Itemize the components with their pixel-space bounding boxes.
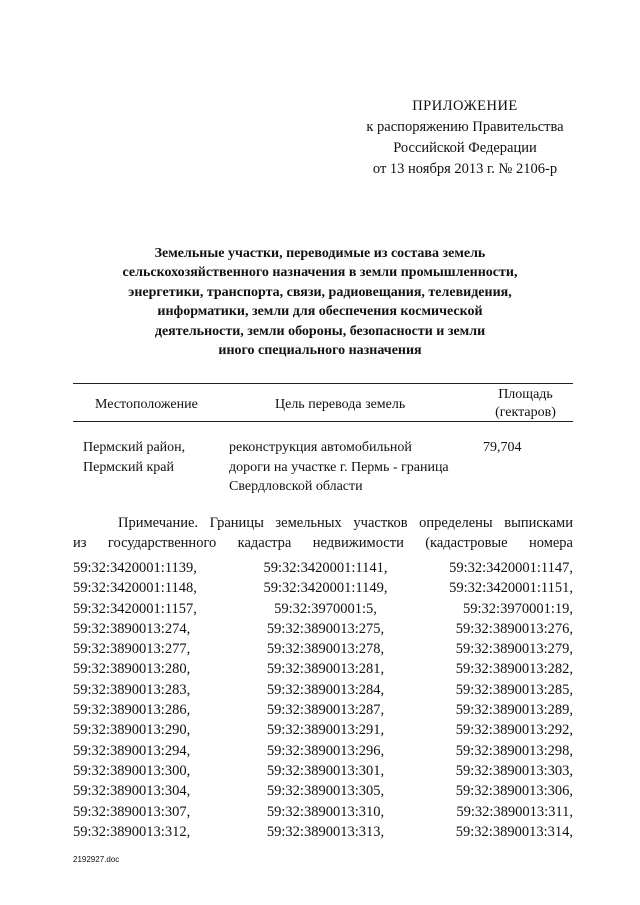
code-row — [73, 558, 573, 578]
cadastral-number: 59:32:3420001:1141, — [263, 560, 388, 576]
cadastral-number: 59:32:3890013:287, — [266, 702, 385, 719]
appendix-heading: ПРИЛОЖЕНИЕ — [412, 98, 518, 114]
cell-area: 79,704 — [483, 440, 522, 455]
code-row — [73, 578, 573, 598]
code-row — [73, 720, 573, 740]
cadastral-number: 59:32:3890013:305, — [266, 783, 385, 800]
cadastral-number: 59:32:3890013:274, — [73, 620, 191, 637]
cell-purpose — [229, 438, 449, 497]
cadastral-number: 59:32:3420001:1149, — [263, 580, 388, 597]
appendix-line: от 13 ноября 2013 г. № 2106-р — [372, 161, 558, 177]
cadastral-number: 59:32:3890013:283, — [73, 681, 191, 698]
code-row — [73, 680, 573, 700]
header-area-unit: (гектаров) — [495, 405, 556, 420]
appendix-block — [330, 96, 600, 180]
code-row — [73, 781, 573, 801]
cadastral-number: 59:32:3420001:1151, — [449, 580, 573, 597]
cadastral-number: 59:32:3890013:298, — [455, 742, 573, 759]
cadastral-number: 59:32:3890013:313, — [266, 823, 385, 840]
cell-purpose-line: дороги на участке г. Пермь - граница — [229, 459, 449, 475]
cadastral-number: 59:32:3970001:5, — [274, 600, 377, 617]
cadastral-number: 59:32:3890013:307, — [73, 803, 191, 820]
code-row — [73, 659, 573, 679]
cadastral-number: 59:32:3890013:276, — [455, 620, 573, 637]
code-row — [73, 802, 573, 822]
cadastral-number: 59:32:3890013:312, — [73, 823, 191, 840]
title-line: иного специального назначения — [218, 343, 422, 359]
code-row — [73, 599, 573, 619]
cadastral-number: 59:32:3970001:19, — [463, 600, 573, 617]
cadastral-number: 59:32:3890013:280, — [73, 661, 191, 678]
title-line: энергетики, транспорта, связи, радиовещания, телевидения, — [128, 284, 512, 300]
cadastral-number: 59:32:3890013:275, — [266, 620, 385, 637]
cadastral-number: 59:32:3890013:303, — [455, 762, 573, 779]
cadastral-number: 59:32:3420001:1139, — [73, 560, 197, 576]
cadastral-number: 59:32:3890013:306, — [455, 783, 573, 800]
cadastral-number: 59:32:3890013:291, — [266, 722, 385, 739]
title-line: деятельности, земли обороны, безопасности и земли — [154, 323, 486, 339]
cadastral-codes — [73, 558, 573, 842]
cadastral-number: 59:32:3890013:290, — [73, 722, 191, 739]
header-purpose: Цель перевода земель — [275, 397, 406, 412]
note-line: Примечание. Границы земельных участков определены выписками — [118, 515, 573, 531]
cadastral-number: 59:32:3890013:294, — [73, 742, 191, 759]
code-row — [73, 761, 573, 781]
cell-purpose-line: реконструкция автомобильной — [229, 440, 412, 455]
cadastral-number: 59:32:3890013:296, — [266, 742, 385, 759]
cadastral-number: 59:32:3890013:286, — [73, 702, 191, 719]
cadastral-number: 59:32:3420001:1157, — [73, 600, 197, 617]
header-area-line: Площадь — [498, 387, 553, 402]
code-row — [73, 639, 573, 659]
cadastral-number: 59:32:3420001:1147, — [449, 560, 573, 576]
cadastral-number: 59:32:3890013:310, — [266, 803, 385, 820]
code-row — [73, 741, 573, 761]
cell-location-line: Пермский район, — [83, 440, 186, 455]
file-name-footer: 2192927.doc — [73, 855, 120, 864]
cadastral-number: 59:32:3890013:304, — [73, 783, 191, 800]
title-line: Земельные участки, переводимые из состава земель — [154, 246, 486, 261]
cadastral-number: 59:32:3890013:311, — [456, 803, 573, 820]
code-row — [73, 619, 573, 639]
appendix-line: к распоряжению Правительства — [366, 119, 564, 135]
note-line: из государственного кадастра недвижимости (кадастровые номера — [73, 535, 573, 551]
cadastral-number: 59:32:3420001:1148, — [73, 580, 197, 597]
appendix-line: Российской Федерации — [393, 140, 537, 156]
title-line: информатики, земли для обеспечения космической — [157, 304, 483, 320]
cadastral-number: 59:32:3890013:301, — [266, 762, 385, 779]
code-row — [73, 700, 573, 720]
cadastral-number: 59:32:3890013:314, — [455, 823, 573, 840]
cell-location — [83, 438, 185, 477]
cadastral-number: 59:32:3890013:278, — [266, 641, 385, 658]
cadastral-number: 59:32:3890013:300, — [73, 762, 191, 779]
title-line: сельскохозяйственного назначения в земли промышленности, — [122, 265, 518, 281]
cadastral-number: 59:32:3890013:292, — [455, 722, 573, 739]
table-top-rule — [73, 383, 573, 384]
cadastral-number: 59:32:3890013:289, — [455, 702, 573, 719]
cadastral-number: 59:32:3890013:281, — [266, 661, 385, 678]
table-header-rule — [73, 421, 573, 422]
document-title — [80, 244, 560, 360]
cell-purpose-line: Свердловской области — [229, 479, 363, 494]
cell-location-line: Пермский край — [83, 459, 174, 475]
cadastral-number: 59:32:3890013:285, — [455, 681, 573, 698]
cadastral-number: 59:32:3890013:282, — [455, 661, 573, 678]
header-location: Местоположение — [95, 397, 198, 412]
header-area — [478, 386, 573, 422]
cadastral-number: 59:32:3890013:277, — [73, 641, 191, 658]
code-row — [73, 822, 573, 842]
cadastral-number: 59:32:3890013:279, — [455, 641, 573, 658]
cadastral-number: 59:32:3890013:284, — [266, 681, 385, 698]
